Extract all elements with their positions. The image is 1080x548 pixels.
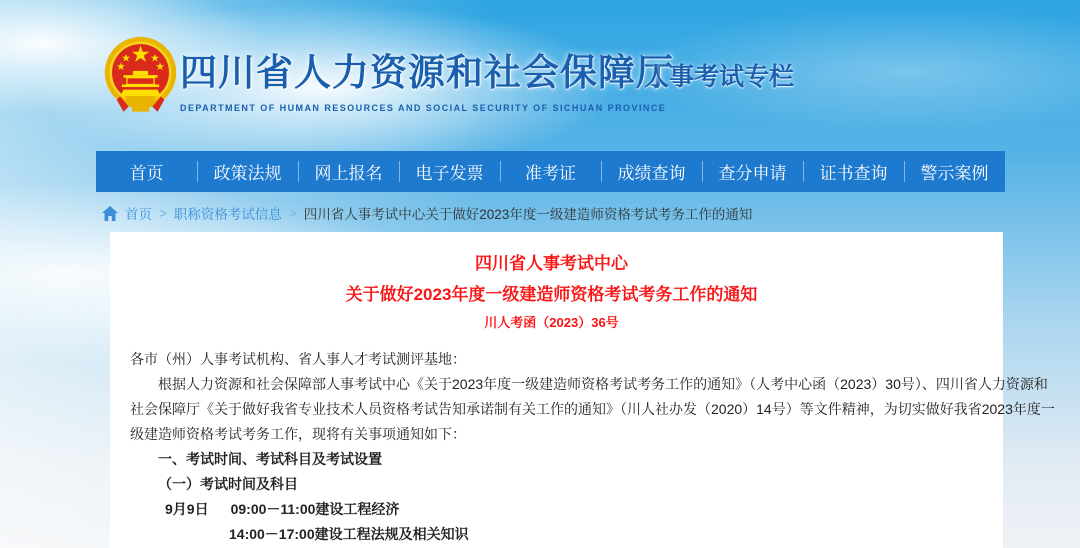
home-icon[interactable] bbox=[102, 206, 118, 221]
site-header bbox=[96, 0, 1005, 151]
main-column bbox=[96, 0, 1055, 548]
main-nav bbox=[96, 151, 1005, 192]
section-heading-2: （一）考试时间及科目 bbox=[158, 476, 298, 492]
schedule-row bbox=[130, 497, 973, 522]
nav-item-home[interactable]: 首页 bbox=[129, 164, 164, 183]
nav-item-score-recheck[interactable]: 查分申请 bbox=[702, 151, 803, 192]
nav-item-online-registration[interactable]: 网上报名 bbox=[298, 151, 399, 192]
schedule-session-morning: 09:00－11:00建设工程经济 bbox=[230, 501, 400, 517]
paragraph-line: 社会保障厅《关于做好我省专业技术人员资格考试告知承诺制有关工作的通知》（川人社办发（2020）14号）等文件精神，为切实做好我省2023年度一 bbox=[130, 401, 1055, 417]
breadcrumb-current-page: 四川省人事考试中心关于做好2023年度一级建造师资格考试考务工作的通知 bbox=[303, 207, 753, 222]
site-title-block bbox=[180, 42, 674, 113]
nav-item-score-query[interactable]: 成绩查询 bbox=[601, 151, 702, 192]
breadcrumb-home-link[interactable]: 首页 bbox=[125, 207, 152, 222]
schedule-session-afternoon: 14:00－17:00建设工程法规及相关知识 bbox=[229, 526, 469, 542]
nav-item-warning-cases[interactable]: 警示案例 bbox=[904, 151, 1005, 192]
breadcrumb bbox=[96, 203, 1005, 223]
nav-item-policies[interactable]: 政策法规 bbox=[197, 151, 298, 192]
site-name-english: DEPARTMENT OF HUMAN RESOURCES AND SOCIAL SECURITY OF SICHUAN PROVINCE bbox=[180, 103, 667, 113]
document-number: 川人考函（2023）36号 bbox=[484, 315, 619, 330]
article-title-line2: 关于做好2023年度一级建造师资格考试考务工作的通知 bbox=[345, 285, 758, 304]
breadcrumb-category-link[interactable]: 职称资格考试信息 bbox=[173, 207, 282, 222]
article-panel bbox=[110, 232, 1055, 548]
paragraph-line: 级建造师资格考试考务工作，现将有关事项通知如下： bbox=[130, 426, 466, 442]
article-body bbox=[130, 347, 1055, 547]
nav-item-admission-ticket[interactable]: 准考证 bbox=[500, 151, 601, 192]
nav-item-certificate-query[interactable]: 证书查询 bbox=[803, 151, 904, 192]
breadcrumb-separator: > bbox=[288, 205, 297, 221]
section-heading-1: 一、考试时间、考试科目及考试设置 bbox=[158, 451, 382, 467]
paragraph-line: 根据人力资源和社会保障部人事考试中心《关于2023年度一级建造师资格考试考务工作的通知》（人考中心函（2023）30号）、四川省人力资源和 bbox=[158, 376, 1048, 392]
salutation-line: 各市（州）人事考试机构、省人事人才考试测评基地： bbox=[130, 351, 466, 367]
nav-item-e-invoice[interactable]: 电子发票 bbox=[399, 151, 500, 192]
national-emblem-icon bbox=[98, 33, 183, 119]
article-title-line1: 四川省人事考试中心 bbox=[475, 254, 628, 273]
schedule-date: 9月9日 bbox=[165, 501, 209, 517]
column-title: 人事考试专栏 bbox=[644, 63, 795, 91]
breadcrumb-separator: > bbox=[159, 205, 167, 221]
site-name: 四川省人力资源和社会保障厅 bbox=[180, 52, 674, 93]
